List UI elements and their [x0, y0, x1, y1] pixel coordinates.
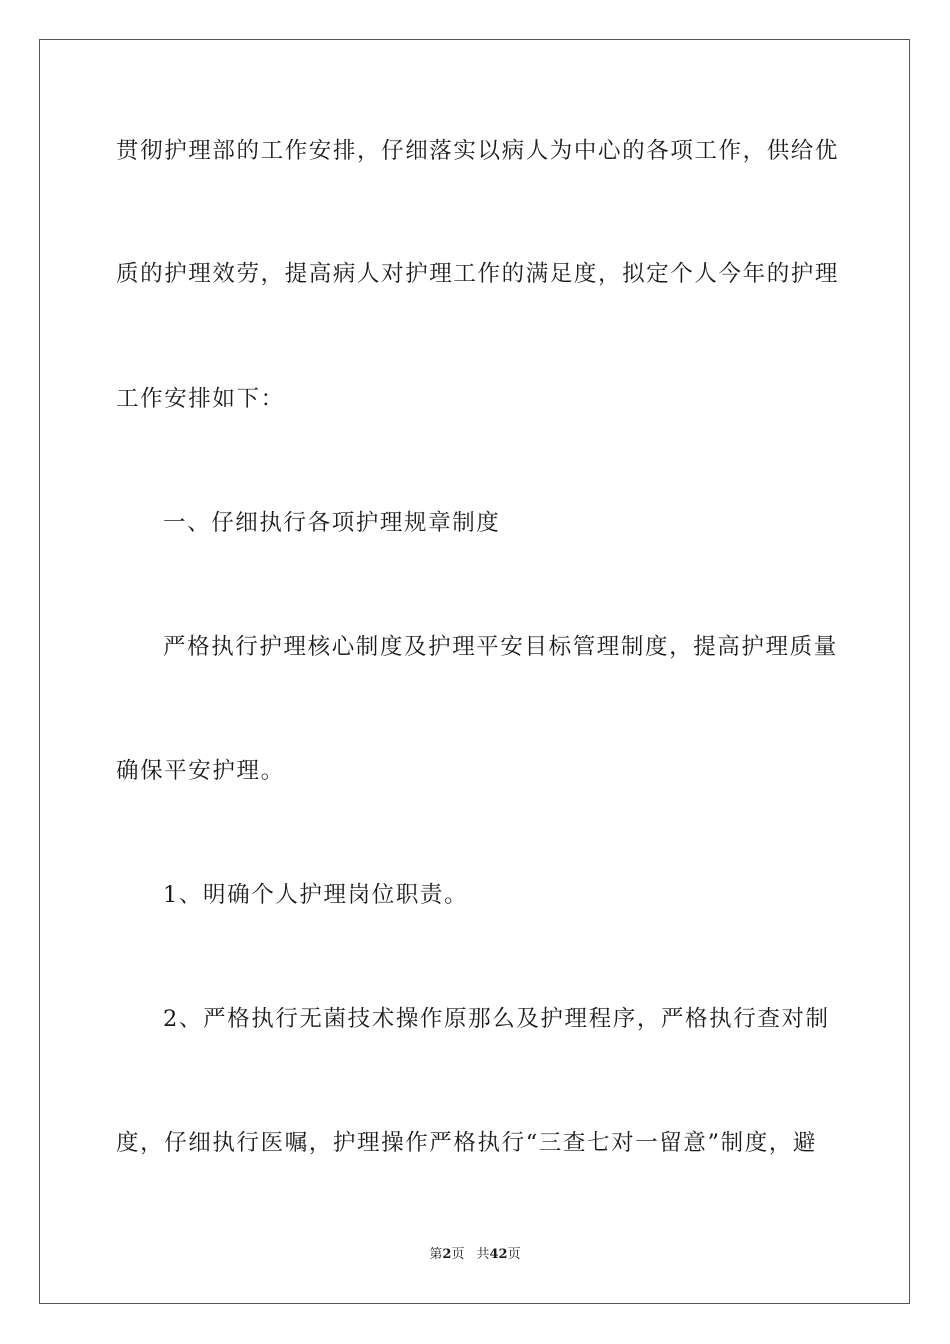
footer-total-suffix: 页	[507, 1247, 521, 1262]
list-item-1: 1、明确个人护理岗位职责。	[163, 882, 469, 908]
body-text-line-3: 工作安排如下：	[116, 386, 285, 412]
page-border	[39, 39, 910, 1304]
footer-total-pages: 42	[489, 1247, 508, 1262]
section-heading: 一、仔细执行各项护理规章制度	[163, 510, 501, 536]
page-footer	[0, 1246, 950, 1264]
body-text-line-5: 确保平安护理。	[116, 758, 285, 784]
footer-total-prefix: 共	[476, 1247, 490, 1262]
body-text-line-6: 度，仔细执行医嘱，护理操作严格执行“三查七对一留意”制度，避	[116, 1130, 818, 1156]
body-text-line-1: 贯彻护理部的工作安排，仔细落实以病人为中心的各项工作，供给优	[116, 138, 840, 164]
footer-page-prefix: 第	[429, 1247, 443, 1262]
body-text-line-4: 严格执行护理核心制度及护理平安目标管理制度，提高护理质量	[163, 634, 838, 660]
body-text-line-2: 质的护理效劳，提高病人对护理工作的满足度，拟定个人今年的护理	[116, 261, 840, 287]
footer-page-suffix: 页	[451, 1247, 465, 1262]
footer-page-number: 2	[442, 1247, 452, 1262]
list-item-2: 2、严格执行无菌技术操作原那么及护理程序，严格执行查对制	[163, 1006, 830, 1032]
